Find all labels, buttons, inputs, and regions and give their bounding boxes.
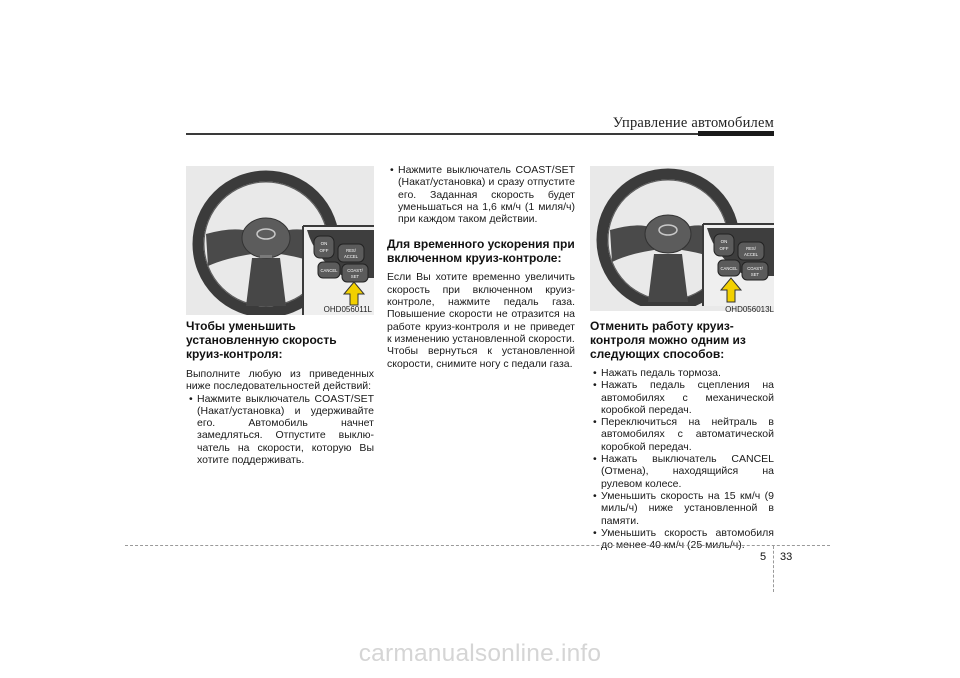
section-title: Управление автомобилем [612, 115, 774, 131]
svg-text:ON: ON [720, 239, 728, 244]
cancel-button-left [318, 262, 340, 278]
svg-text:COAST/: COAST/ [747, 266, 763, 271]
list-item: • Переключиться на нейтраль в автомобилях с автоматической коробкой передач. [593, 416, 774, 453]
header-rule-tab [698, 131, 774, 136]
figure-caption-left: OHD056011L [323, 305, 372, 314]
header-rule [186, 133, 774, 135]
heading-cancel-cruise-control: Отменить работу круиз-контроля можно одним из следующих способов: [590, 319, 746, 361]
acceleration-paragraph-2: Чтобы вернуться к установленной скорости, снимите ногу с педали газа. [387, 345, 575, 370]
column-1 [186, 319, 374, 466]
list-item: • Уменьшить скорость автомобиля до менее 40 км/ч (25 миль/ч). [593, 526, 774, 552]
svg-text:RES/: RES/ [746, 246, 756, 251]
list-item: • Нажать педаль тормоза. [593, 367, 721, 379]
svg-text:COAST/: COAST/ [347, 268, 363, 273]
heading-temporary-acceleration: Для временного ускорения при включенном круиз-контроле: [387, 237, 575, 266]
res-accel-button-right [738, 242, 764, 260]
list-item: • Уменьшить скорость на 15 км/ч (9 миль/ч) ниже установленной в памяти. [593, 489, 774, 527]
list-item: • Нажмите выключатель COAST/SET (Накат/установка) и удерживайте его. Автомобиль начнет замедляться. Отпустите выклю-чатель на скорости, которую Вы хотите поддерживать. [189, 392, 374, 467]
res-accel-button-left [338, 244, 364, 262]
on-off-button-left [314, 236, 334, 258]
steering-wheel-illustration [186, 166, 374, 315]
acceleration-paragraph-1: Если Вы хотите временно увеличить скорость при включенном круиз-контроле, нажмите педаль газа. Повышение скорости не отразится на работе круиз-контроля и не приведет к изменению установленной скорости. [387, 271, 575, 345]
list-item: • Нажать педаль сцепления на автомобилях с механической коробкой передач. [593, 379, 774, 416]
svg-text:CANCEL: CANCEL [720, 266, 738, 271]
watermark: carmanualsonline.info [358, 640, 602, 667]
svg-text:OFF: OFF [719, 246, 729, 251]
decrease-step-list [387, 164, 575, 225]
cancel-button-right [718, 260, 740, 276]
page-number: 33 [780, 551, 793, 563]
coast-set-button-right [742, 262, 768, 280]
steering-wheel-illustration [590, 166, 774, 306]
intro-paragraph: Выполните любую из приведенных ниже последовательностей действий: [186, 368, 374, 393]
steering-wheel-figure-right [590, 166, 774, 311]
footer-dashed-rule [125, 545, 830, 546]
on-off-button-right [714, 234, 734, 256]
steering-wheel-figure-left [186, 166, 374, 315]
svg-text:ON: ON [320, 241, 328, 246]
heading-decrease-speed: Чтобы уменьшить установленную скорость круиз-контроля: [186, 319, 337, 361]
column-3 [590, 319, 774, 551]
list-item: • Нажать выключатель CANCEL (Отмена), находящийся на рулевом колесе. [593, 453, 774, 490]
svg-text:ACCEL: ACCEL [744, 252, 758, 257]
svg-text:ACCEL: ACCEL [344, 254, 358, 259]
cancel-methods-list [590, 367, 774, 551]
column-2 [387, 164, 575, 370]
decrease-speed-list [186, 393, 374, 467]
svg-text:SET: SET [750, 272, 760, 277]
svg-text:SET: SET [350, 274, 360, 279]
svg-text:OFF: OFF [319, 248, 329, 253]
section-number: 5 [760, 551, 767, 563]
svg-text:RES/: RES/ [346, 248, 356, 253]
footer-dashed-divider [773, 546, 774, 592]
svg-text:CANCEL: CANCEL [320, 268, 338, 273]
figure-caption-right: OHD056013L [725, 305, 774, 314]
list-item: • Нажмите выключатель COAST/SET (Накат/установка) и сразу отпустите его. Заданная скорость будет уменьшаться на 1,6 км/ч (1 миля/ч) при каждом таком действии. [390, 164, 575, 226]
coast-set-button-left [342, 264, 368, 282]
